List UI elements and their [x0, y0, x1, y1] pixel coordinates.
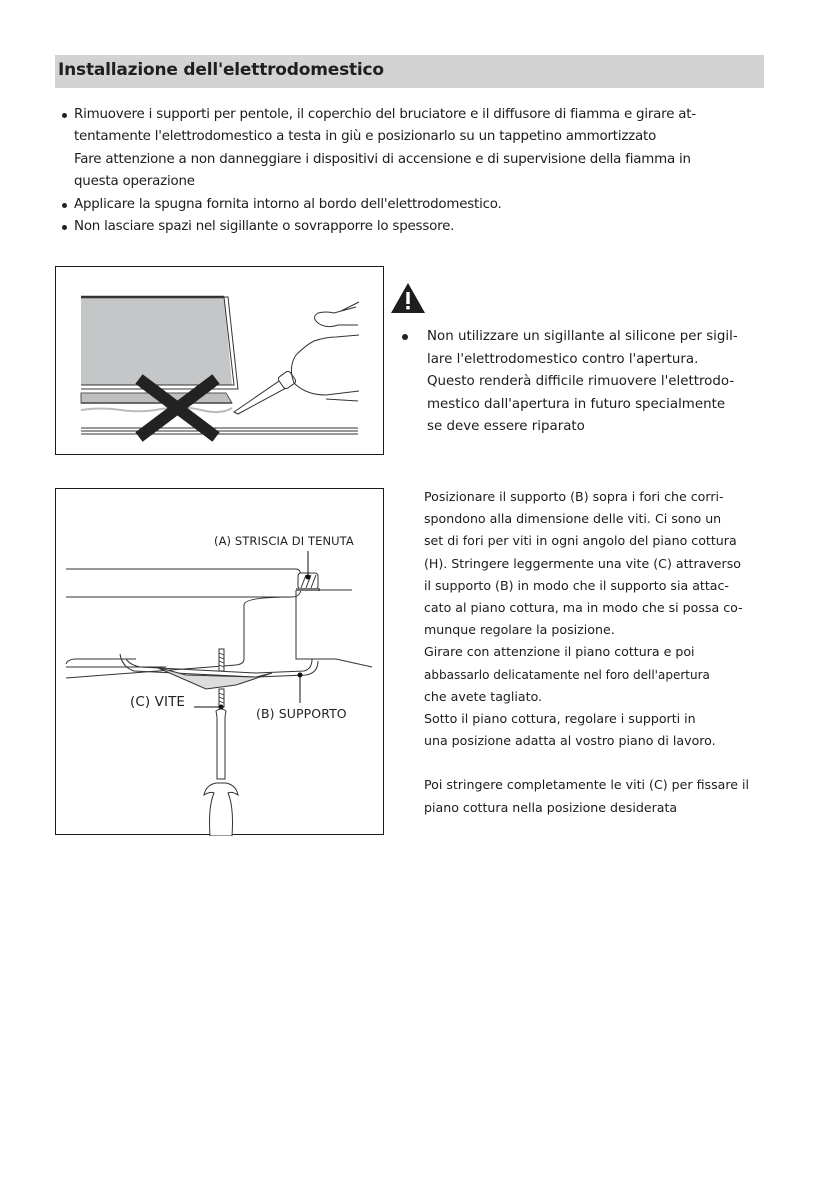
warning-line: Non utilizzare un sigillante al silicone per sigil- — [427, 329, 738, 344]
bullet-icon — [62, 203, 67, 208]
instruction-line: (H). Stringere leggermente una vite (C) attraverso — [424, 555, 741, 571]
warning-line: mestico dall'apertura in futuro specialmente — [427, 396, 726, 412]
instruction-line: Girare con attenzione il piano cottura e poi — [424, 644, 695, 660]
bullet-line: Applicare la spugna fornita intorno al bordo dell'elettrodomestico. — [74, 196, 502, 212]
bullet-icon — [62, 113, 67, 118]
warning-list — [400, 326, 760, 439]
bullet-item — [60, 216, 770, 238]
warning-line: se deve essere riparato — [427, 419, 585, 435]
bracket-instructions — [424, 486, 774, 819]
instruction-line: piano cottura nella posizione desiderata — [424, 799, 678, 815]
bullet-item — [60, 194, 770, 216]
label-bracket: (B) SUPPORTO — [256, 706, 347, 721]
section-header — [55, 55, 764, 88]
instruction-line: che avete tagliato. — [424, 688, 543, 704]
section-title: Installazione dell'elettrodomestico — [58, 60, 384, 80]
paragraph-gap — [424, 752, 774, 774]
bullet-item — [60, 104, 770, 194]
instruction-line: il supporto (B) in modo che il supporto sia attac- — [424, 577, 729, 593]
instruction-line: spondono alla dimensione delle viti. Ci sono un — [424, 511, 722, 527]
label-sealing-strip: (A) STRISCIA DI TENUTA — [214, 534, 354, 548]
bullet-icon — [62, 225, 67, 230]
hob-panel — [81, 297, 232, 385]
instruction-line: abbassarlo delicatamente nel foro dell'apertura — [424, 667, 710, 682]
bullet-line: tentamente l'elettrodomestico a testa in giù e posizionarlo su un tappetino ammortizzato — [74, 129, 657, 145]
instruction-line: Sotto il piano cottura, regolare i supporti in — [424, 711, 696, 727]
bullet-line: questa operazione — [74, 174, 195, 190]
instruction-bullet-list — [60, 104, 770, 238]
instruction-line: Posizionare il supporto (B) sopra i fori che corri- — [424, 489, 724, 504]
bracket-installation-diagram — [55, 488, 384, 835]
instruction-line: cato al piano cottura, ma in modo che si possa co- — [424, 600, 743, 616]
bullet-line: Rimuovere i supporti per pentole, il coperchio del bruciatore e il diffusore di fiamma e girare at- — [74, 107, 696, 122]
bullet-line: Non lasciare spazi nel sigillante o sovrapporre lo spessore. — [74, 219, 455, 235]
warning-line: Questo renderà difficile rimuovere l'elettrodo- — [427, 374, 735, 390]
bullet-line: Fare attenzione a non danneggiare i dispositivi di accensione e di supervisione della fiamma in — [74, 151, 691, 167]
label-screw: (C) VITE — [130, 694, 186, 710]
sealant-prohibited-diagram — [55, 266, 384, 455]
instruction-line: set di fori per viti in ogni angolo del piano cottura — [424, 533, 737, 549]
instruction-line: una posizione adatta al vostro piano di lavoro. — [424, 733, 716, 749]
sealant-illustration — [56, 267, 385, 456]
warning-line: lare l'elettrodomestico contro l'apertura. — [427, 351, 699, 367]
warning-item — [400, 326, 760, 439]
instruction-line: Poi stringere completamente le viti (C) per fissare il — [424, 777, 749, 793]
warning-triangle-icon — [390, 282, 426, 314]
instruction-line: munque regolare la posizione. — [424, 622, 615, 638]
bullet-icon — [402, 334, 408, 340]
